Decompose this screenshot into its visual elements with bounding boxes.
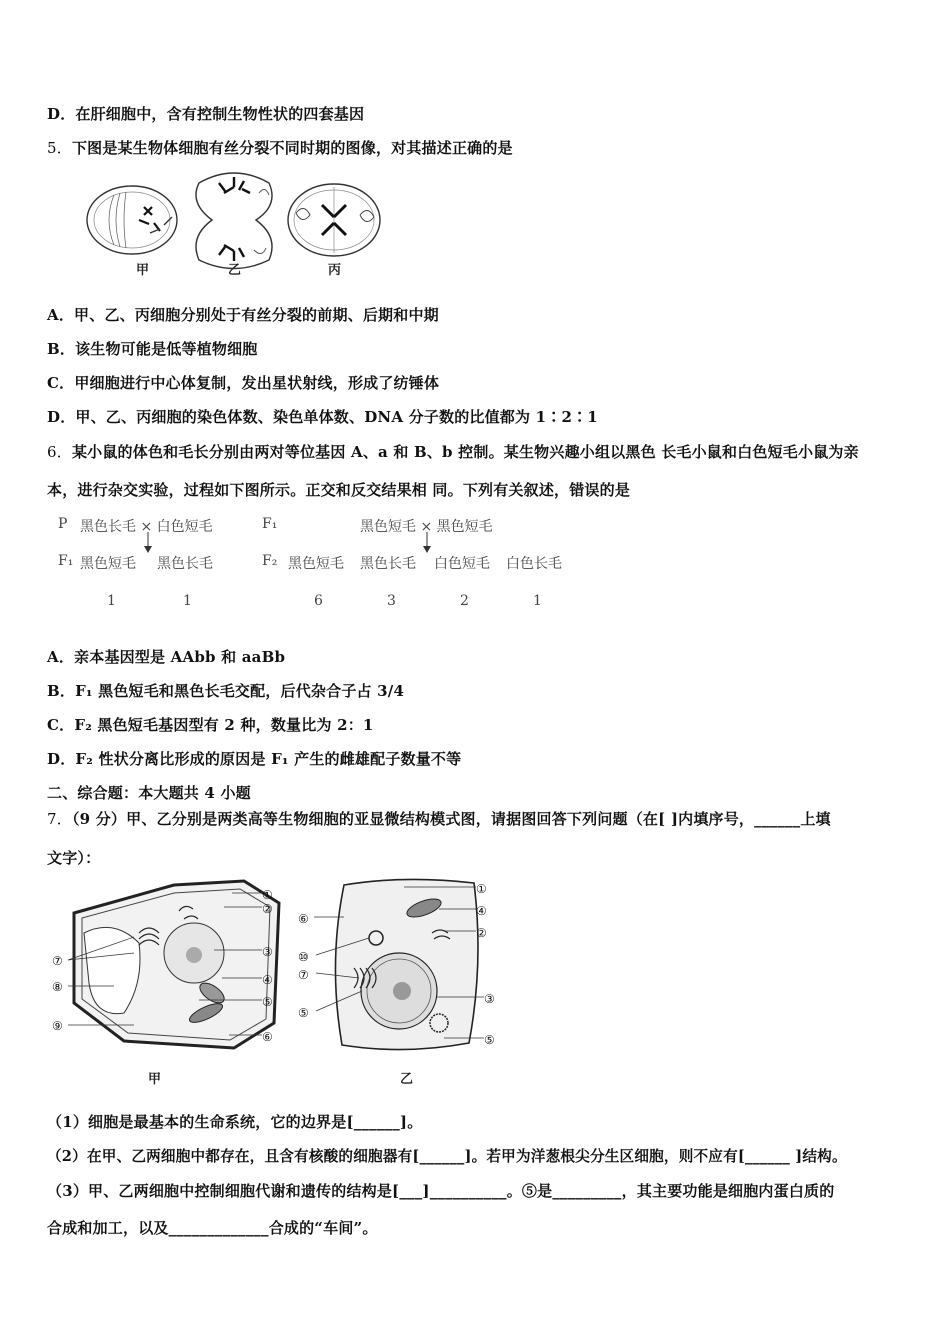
label-jia-3: ③ — [262, 945, 273, 959]
q6-option-c: C．F₂ 黑色短毛基因型有 2 种，数量比为 2：1 — [47, 716, 374, 734]
cross-f2-offspring4: 白色长毛 — [506, 556, 562, 572]
q6-option-a: A．亲本基因型是 AAbb 和 aaBb — [47, 648, 286, 666]
label-jia-2: ② — [262, 902, 273, 916]
cell-bing-metaphase — [288, 184, 380, 278]
q6-stem-line2: 本，进行杂交实验，过程如下图所示。正交和反交结果相 同。下列有关叙述，错误的是 — [47, 481, 631, 499]
q5-option-c: C．甲细胞进行中心体复制，发出星状射线，形成了纺锤体 — [47, 374, 440, 392]
q7-sub3-line1: （3）甲、乙两细胞中控制细胞代谢和遗传的结构是[___]__________。⑤是_________，其主要功能是细胞内蛋白质的 — [47, 1182, 835, 1200]
q7-stem-text1: （9 分）甲、乙分别是两类高等生物细胞的亚显微结构模式图，请据图回答下列问题（在[ ]内填序号，______上填 — [71, 810, 831, 828]
caption-cell-yi: 乙 — [400, 1072, 414, 1087]
q5-stem-text: 下图是某生物体细胞有丝分裂不同时期的图像，对其描述正确的是 — [71, 139, 513, 157]
cross-f2-ratio3: 2 — [460, 593, 469, 609]
label-yi-2: ② — [476, 926, 487, 940]
caption-yi: 乙 — [228, 263, 242, 278]
label-yi-6: ⑥ — [298, 912, 309, 926]
cross-f1-ratio2: 1 — [183, 593, 192, 609]
label-yi-3: ③ — [484, 992, 495, 1006]
q7-cell-figure — [44, 873, 514, 1093]
cross-f2-label: F₂ — [262, 553, 278, 569]
label-yi-5a: ⑤ — [298, 1006, 309, 1020]
label-jia-6: ⑥ — [262, 1030, 273, 1044]
label-jia-7: ⑦ — [52, 954, 63, 968]
caption-bing: 丙 — [328, 263, 342, 278]
animal-cell-yi — [298, 879, 495, 1087]
cross-f1-parents: 黑色短毛 × 黑色短毛 — [360, 519, 493, 535]
label-jia-5: ⑤ — [262, 995, 273, 1009]
cell-yi-anaphase — [196, 173, 272, 278]
cross-f2-offspring1: 黑色短毛 — [288, 556, 344, 572]
cross-f1-label: F₁ — [58, 553, 74, 569]
cross-f2-ratio2: 3 — [387, 593, 396, 609]
label-jia-9: ⑨ — [52, 1019, 63, 1033]
cross-f2-offspring2: 黑色长毛 — [360, 556, 416, 572]
caption-jia: 甲 — [136, 263, 150, 278]
q5-option-b: B．该生物可能是低等植物细胞 — [47, 340, 258, 358]
cross-p-parents: 黑色长毛 × 白色短毛 — [80, 519, 213, 535]
q5-option-a: A．甲、乙、丙细胞分别处于有丝分裂的前期、后期和中期 — [47, 306, 439, 324]
label-jia-4: ④ — [262, 973, 273, 987]
q5-stem — [47, 137, 513, 158]
plant-cell-jia — [52, 881, 279, 1087]
q7-sub3-line2: 合成和加工，以及_____________合成的“车间”。 — [47, 1219, 378, 1237]
cross-f2-offspring3: 白色短毛 — [434, 556, 490, 572]
cross-f1-offspring1: 黑色短毛 — [80, 556, 136, 572]
cross-p-label: P — [58, 516, 68, 532]
q6-option-b: B．F₁ 黑色短毛和黑色长毛交配，后代杂合子占 3/4 — [47, 682, 405, 700]
label-yi-7: ⑦ — [298, 968, 309, 982]
q7-number: 7． — [47, 810, 72, 828]
cross-f1-ratio1: 1 — [107, 593, 116, 609]
q6-number: 6． — [47, 443, 72, 461]
cross-f1-label2: F₁ — [262, 516, 278, 532]
label-jia-8: ⑧ — [52, 980, 63, 994]
q5-mitosis-figure — [84, 165, 384, 283]
down-arrow-icon — [144, 546, 152, 553]
q6-stem-line1 — [47, 441, 859, 462]
label-yi-10: ⑩ — [298, 950, 309, 964]
label-yi-5b: ⑤ — [484, 1033, 495, 1047]
q5-number: 5． — [47, 139, 72, 157]
section-2-heading: 二、综合题：本大题共 4 小题 — [47, 784, 251, 802]
label-yi-4: ④ — [476, 904, 487, 918]
label-jia-1: ① — [262, 888, 273, 902]
q6-option-d: D．F₂ 性状分离比形成的原因是 F₁ 产生的雌雄配子数量不等 — [47, 750, 462, 768]
cell-jia-prophase — [87, 186, 177, 278]
cross-f2-ratio1: 6 — [314, 593, 323, 609]
label-yi-1: ① — [476, 882, 487, 896]
cross-f2-ratio4: 1 — [533, 593, 542, 609]
q6-stem-text1: 某小鼠的体色和毛长分别由两对等位基因 A、a 和 B、b 控制。某生物兴趣小组以黑色 长毛小鼠和白色短毛小鼠为亲 — [71, 443, 859, 461]
cross-f1-offspring2: 黑色长毛 — [157, 556, 213, 572]
q5-option-d: D．甲、乙、丙细胞的染色体数、染色单体数、DNA 分子数的比值都为 1∶2∶1 — [47, 408, 598, 426]
q7-sub2: （2）在甲、乙两细胞中都存在，且含有核酸的细胞器有[______]。若甲为洋葱根尖分生区细胞，则不应有[______ ]结构。 — [47, 1148, 847, 1165]
q4-option-d: D．在肝细胞中，含有控制生物性状的四套基因 — [47, 105, 365, 123]
q7-stem-line1 — [47, 808, 831, 829]
cross-arrows — [140, 530, 440, 556]
q7-stem-line2: 文字）： — [47, 849, 101, 867]
caption-cell-jia: 甲 — [148, 1072, 162, 1087]
q7-sub1: （1）细胞是最基本的生命系统，它的边界是[______]。 — [47, 1113, 423, 1131]
down-arrow-icon — [423, 546, 431, 553]
